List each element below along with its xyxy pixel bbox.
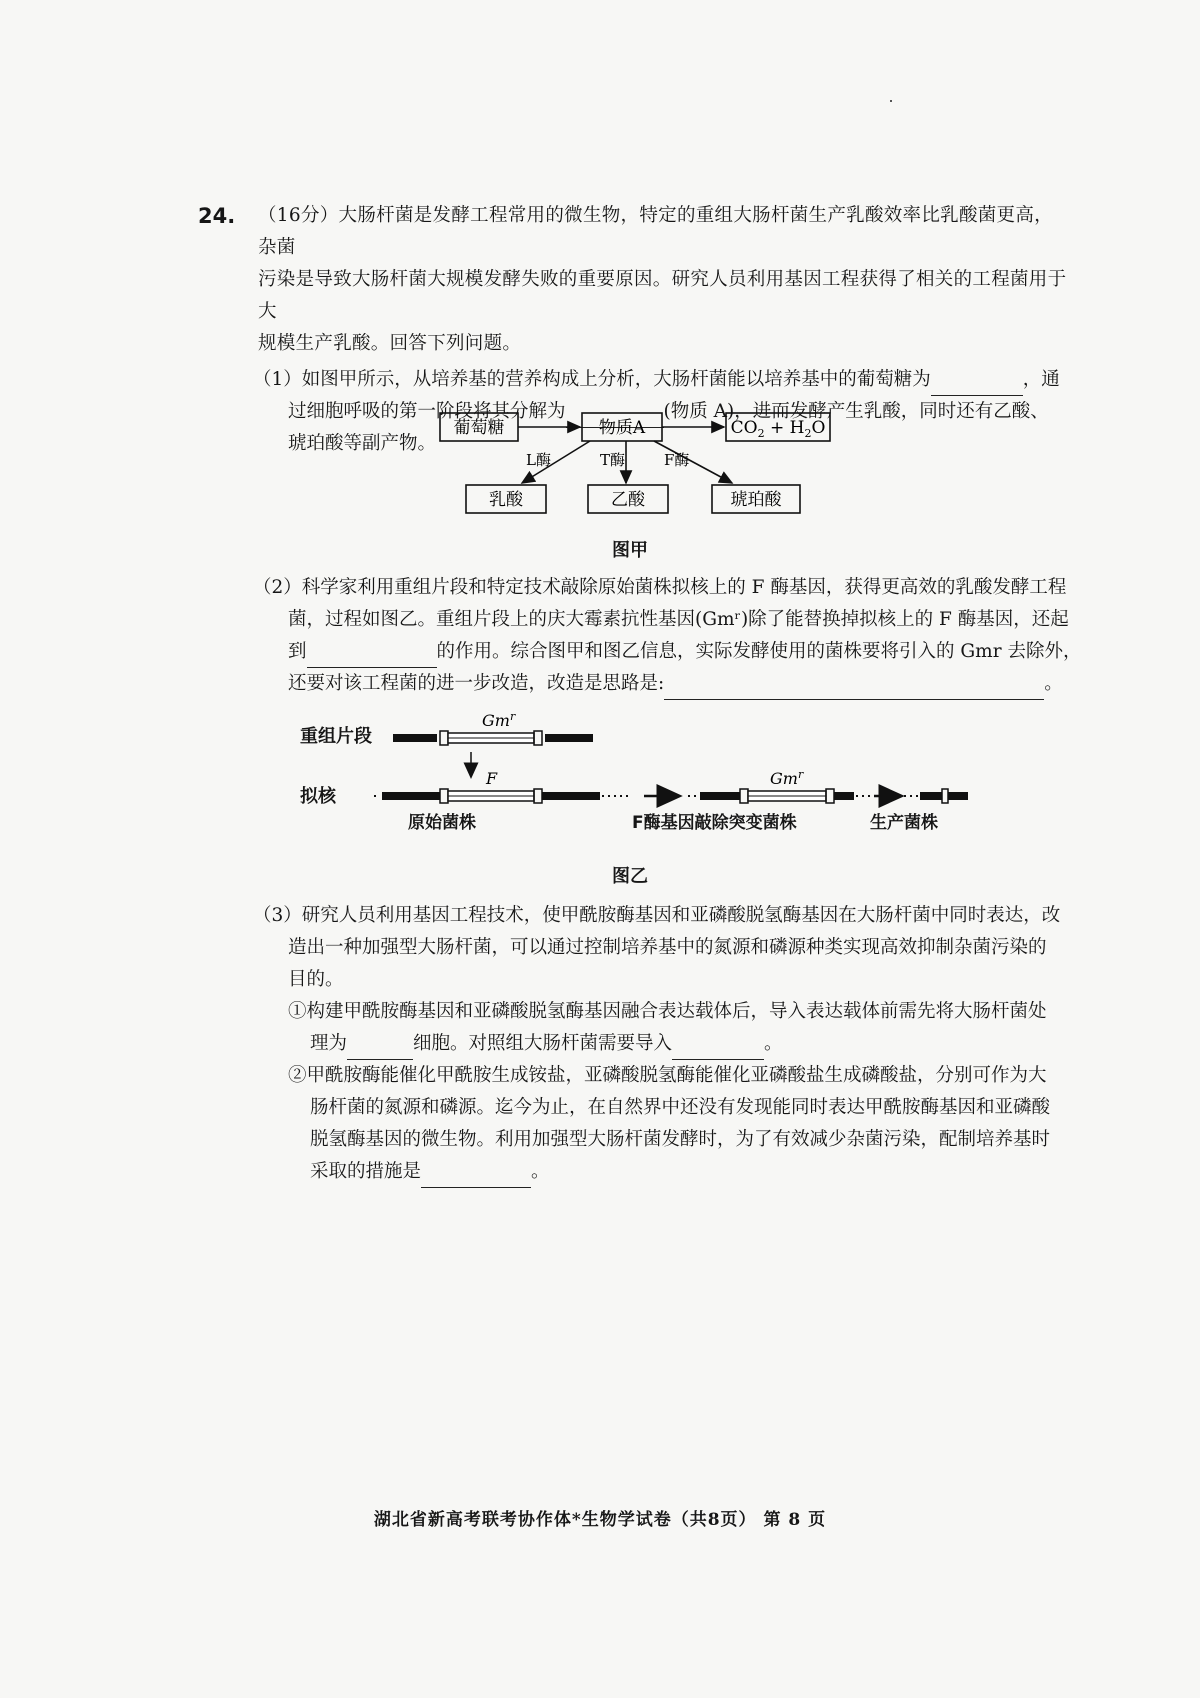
node-substance-a — [582, 413, 662, 441]
item-2-line-4b: 。 — [531, 1161, 550, 1182]
enzyme-t-label: T酶 — [600, 451, 626, 469]
svg-text:葡萄糖: 葡萄糖 — [453, 418, 505, 438]
part-2-label: （2） — [253, 577, 302, 598]
part-1-line-2a: 过细胞呼吸的第一阶段将其分解为 — [288, 401, 566, 422]
part-3-item-1 — [208, 996, 1068, 1060]
part-1-label: （1） — [253, 369, 302, 390]
answer-blank-6[interactable] — [672, 1037, 764, 1060]
enzyme-f-label: F酶 — [664, 451, 690, 469]
item-2-line-1: ②甲酰胺酶能催化甲酰胺生成铵盐，亚磷酸脱氢酶能催化亚磷酸盐生成磷酸盐，分别可作为大 — [288, 1065, 1047, 1086]
figure-yi-caption: 图乙 — [612, 866, 648, 887]
scan-speck — [890, 100, 892, 102]
recombinant-fragment — [393, 710, 593, 745]
intro-line-2: 污染是导致大肠杆菌大规模发酵失败的重要原因。研究人员利用基因工程获得了相关的工程菌用于大 — [258, 269, 1067, 322]
figure-jia-diagram — [430, 405, 870, 525]
svg-text:乙酸: 乙酸 — [611, 490, 645, 510]
question-intro — [198, 200, 1068, 360]
part-3 — [208, 898, 1068, 1188]
figure-yi-row1-label: 重组片段 — [300, 726, 372, 747]
svg-text:CO2 + H2O: $CO_2 + H_2O$ — [730, 418, 826, 440]
production-strain-label: 生产菌株 — [870, 813, 938, 833]
figure-jia-caption: 图甲 — [612, 540, 648, 561]
item-1-line-2b: 细胞。对照组大肠杆菌需要导入 — [413, 1033, 673, 1054]
svg-text:乳酸: 乳酸 — [489, 490, 523, 510]
item-1-line-2c: 。 — [764, 1033, 783, 1054]
knockout-strain-nucleoid — [688, 768, 870, 803]
item-2-line-2: 肠杆菌的氮源和磷源。迄今为止，在自然界中还没有发现能同时表达甲酰胺酶基因和亚磷酸 — [310, 1097, 1051, 1118]
part-1-line-1a: 如图甲所示，从培养基的营养构成上分析，大肠杆菌能以培养基中的葡萄糖为 — [301, 369, 931, 390]
node-glucose — [440, 413, 518, 441]
item-1-line-1: ①构建甲酰胺酶基因和亚磷酸脱氢酶基因融合表达载体后，导入表达载体前需先将大肠杆菌处 — [288, 1001, 1047, 1022]
node-acetic-acid — [588, 485, 668, 513]
gene-f-label: F — [486, 769, 498, 788]
part-2-line-4b: 。 — [1044, 673, 1063, 694]
svg-text:物质A: 物质A — [598, 418, 646, 438]
item-1-line-2a: 理为 — [310, 1033, 348, 1054]
production-strain-nucleoid — [904, 789, 968, 803]
answer-blank-3[interactable] — [307, 645, 437, 668]
part-2 — [208, 572, 1118, 700]
part-1-line-1b: ，通 — [1022, 369, 1060, 390]
knockout-strain-label: F酶基因敲除突变菌株 — [632, 813, 797, 833]
original-strain-label: 原始菌株 — [408, 813, 476, 833]
part-2-line-3b: 的作用。综合图甲和图乙信息，实际发酵使用的菌株要将引入的 Gmr 去除外， — [436, 641, 1082, 662]
part-2-line-4a: 还要对该工程菌的进一步改造，改造是思路是: — [288, 673, 665, 694]
part-1-line-3: 琥珀酸等副产物。 — [288, 433, 437, 454]
question-number: 24. — [198, 204, 236, 228]
part-1-line-2b: (物质 A)，进而发酵产生乳酸，同时还有乙酸、 — [663, 401, 1049, 422]
gene-gmr-label-2: Gm$^r$ — [770, 768, 804, 788]
figure-yi-row2-label: 拟核 — [300, 786, 336, 807]
intro-line-1: （16分）大肠杆菌是发酵工程常用的微生物，特定的重组大肠杆菌生产乳酸效率比乳酸菌更高，杂菌 — [258, 205, 1053, 258]
enzyme-l-label: L酶 — [526, 451, 551, 469]
item-2-line-4a: 采取的措施是 — [310, 1161, 422, 1182]
node-succinic-acid — [712, 485, 800, 513]
node-lactic-acid — [466, 485, 546, 513]
part-2-line-2: 菌，过程如图乙。重组片段上的庆大霉素抗性基因(Gmʳ)除了能替换掉拟核上的 F 酶基因，还起 — [288, 609, 1069, 630]
answer-blank-4[interactable] — [664, 677, 1044, 700]
original-strain-nucleoid — [370, 769, 630, 803]
answer-blank-7[interactable] — [421, 1165, 531, 1188]
gene-gmr-label-1: Gm$^r$ — [482, 710, 516, 730]
part-3-line-3: 目的。 — [288, 969, 344, 990]
part-3-line-2: 造出一种加强型大肠杆菌，可以通过控制培养基中的氮源和磷源种类实现高效抑制杂菌污染的 — [288, 937, 1047, 958]
answer-blank-1[interactable] — [931, 373, 1023, 396]
part-3-label: （3） — [253, 905, 302, 926]
item-2-line-3: 脱氢酶基因的微生物。利用加强型大肠杆菌发酵时，为了有效减少杂菌污染，配制培养基时 — [310, 1129, 1051, 1150]
svg-text:琥珀酸: 琥珀酸 — [730, 490, 782, 510]
intro-line-3: 规模生产乳酸。回答下列问题。 — [258, 333, 522, 354]
part-2-line-3a: 到 — [288, 641, 307, 662]
part-2-line-1: 科学家利用重组片段和特定技术敲除原始菌株拟核上的 F 酶基因，获得更高效的乳酸发酵工程 — [301, 577, 1067, 598]
part-3-line-1: 研究人员利用基因工程技术，使甲酰胺酶基因和亚磷酸脱氢酶基因在大肠杆菌中同时表达，改 — [301, 905, 1061, 926]
answer-blank-5[interactable] — [347, 1037, 413, 1060]
part-3-item-2 — [208, 1060, 1068, 1188]
page-footer: 湖北省新高考联考协作体*生物学试卷（共8页） 第 8 页 — [373, 1510, 827, 1530]
node-co2-h2o — [726, 413, 830, 441]
